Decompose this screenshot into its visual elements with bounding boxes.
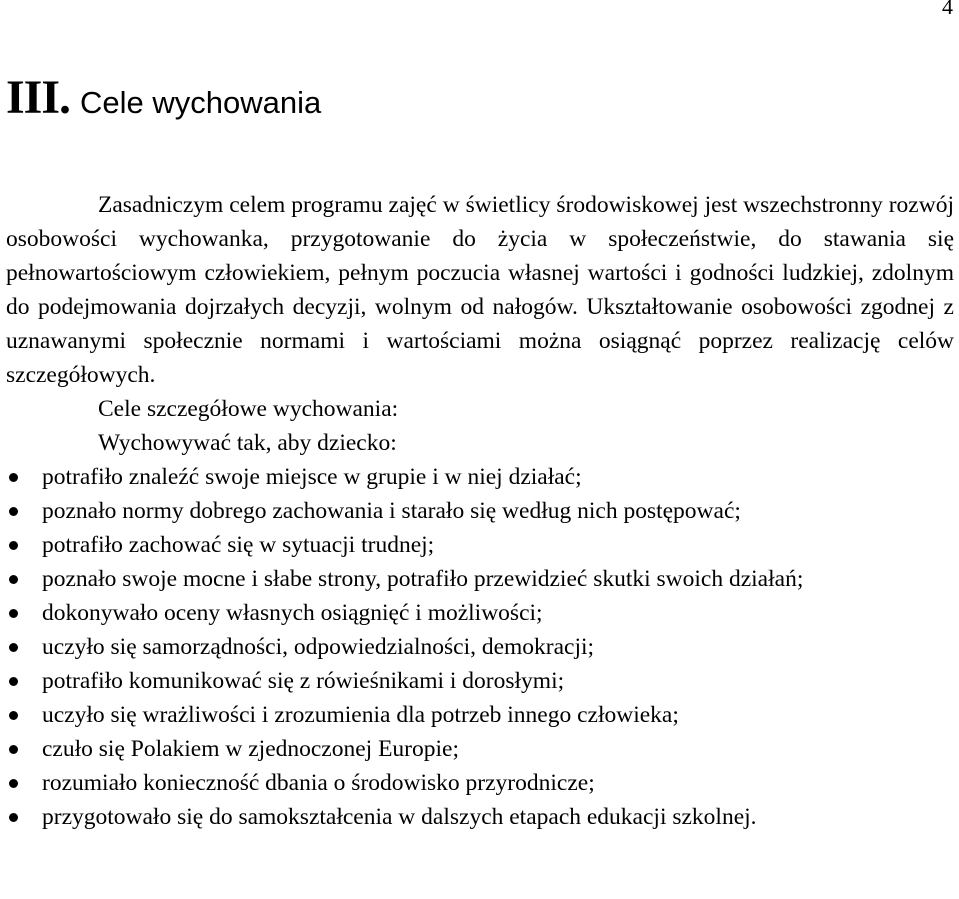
section-heading [6, 70, 321, 125]
bullet-icon [9, 677, 18, 686]
goals-lead: Wychowywać tak, aby dziecko: [98, 430, 397, 456]
list-item-text: poznało normy dobrego zachowania i starało się według nich postępować; [42, 498, 741, 524]
list-item [6, 596, 954, 630]
list-item-text: dokonywało oceny własnych osiągnięć i możliwości; [42, 600, 543, 626]
list-item [6, 800, 954, 834]
list-item-text: czuło się Polakiem w zjednoczonej Europie; [42, 736, 459, 762]
list-item [6, 562, 954, 596]
bullet-icon [9, 813, 18, 822]
list-item [6, 664, 954, 698]
bullet-icon [9, 711, 18, 720]
goals-list [6, 460, 954, 834]
document-body [6, 188, 954, 834]
list-item [6, 630, 954, 664]
list-item [6, 766, 954, 800]
list-item-text: potrafiło znaleźć swoje miejsce w grupie i w niej działać; [42, 464, 582, 490]
list-item-text: rozumiało konieczność dbania o środowisko przyrodnicze; [42, 770, 595, 796]
bullet-icon [9, 609, 18, 618]
page-number: 4 [942, 0, 953, 19]
bullet-icon [9, 575, 18, 584]
goals-heading: Cele szczegółowe wychowania: [98, 396, 399, 422]
list-item [6, 494, 954, 528]
list-item-text: uczyło się wrażliwości i zrozumienia dla potrzeb innego człowieka; [42, 702, 679, 728]
bullet-icon [9, 541, 18, 550]
list-item-text: potrafiło komunikować się z rówieśnikami i dorosłymi; [42, 668, 565, 694]
intro-paragraph: Zasadniczym celem programu zajęć w świetlicy środowiskowej jest wszechstronny rozwój osobowości wychowanka, przygotowanie do życia w społeczeństwie, do stawania się pełnowartościowym człowiekiem, pełnym poczucia własnej wartości i godności ludzkiej, zdolnym do podejmowania dojrzałych decyzji, wolnym od nałogów. Ukształtowanie osobowości zgodnej z uznawanymi społecznie normami i wartościami można osiągnąć poprzez realizację celów szczegółowych. [6, 192, 954, 388]
section-numeral: III. [6, 71, 71, 124]
list-item-text: potrafiło zachować się w sytuacji trudnej; [42, 532, 435, 558]
list-item-text: przygotowało się do samokształcenia w dalszych etapach edukacji szkolnej. [42, 804, 757, 830]
bullet-icon [9, 779, 18, 788]
bullet-icon [9, 507, 18, 516]
bullet-icon [9, 643, 18, 652]
list-item [6, 528, 954, 562]
list-item [6, 732, 954, 766]
list-item-text: poznało swoje mocne i słabe strony, potrafiło przewidzieć skutki swoich działań; [42, 566, 804, 592]
list-item [6, 698, 954, 732]
section-title: Cele wychowania [80, 85, 322, 120]
bullet-icon [9, 473, 18, 482]
list-item [6, 460, 954, 494]
bullet-icon [9, 745, 18, 754]
list-item-text: uczyło się samorządności, odpowiedzialności, demokracji; [42, 634, 595, 660]
